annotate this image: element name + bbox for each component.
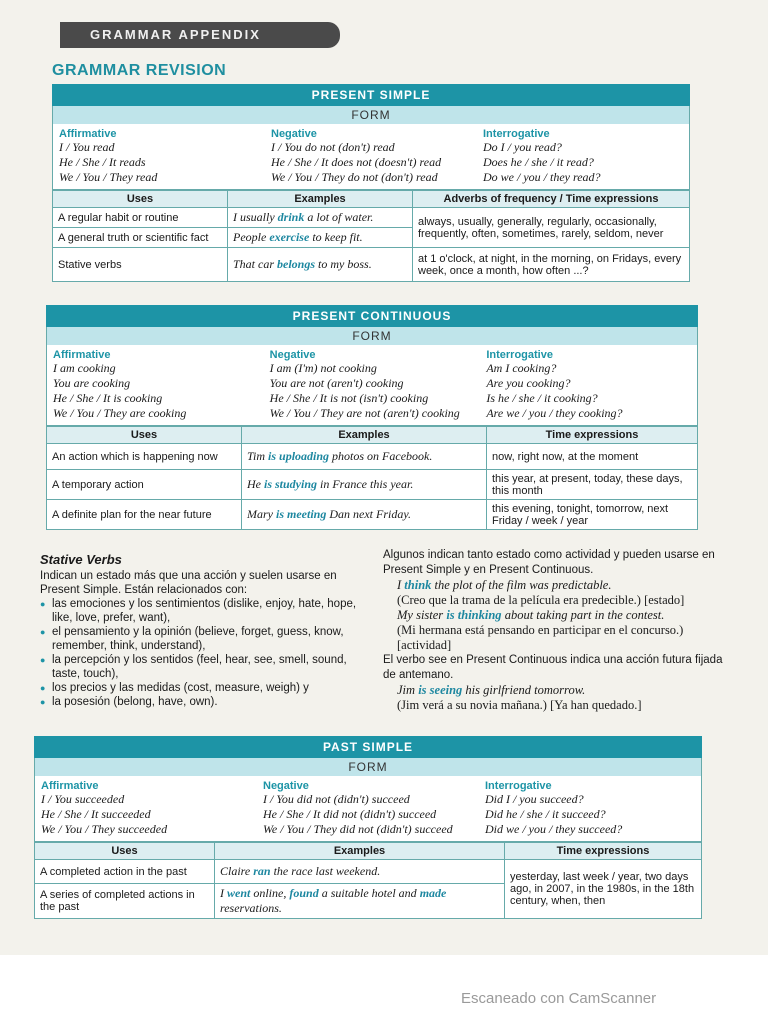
ex-text: in France this year. [317, 477, 414, 491]
adverbs-cell: always, usually, generally, regularly, occasionally, frequently, often, sometimes, rarely, seldom, never [413, 208, 690, 248]
form-label: FORM [52, 106, 690, 124]
ex-text: online, [250, 886, 290, 900]
note-example [383, 578, 723, 593]
ex-verb: drink [277, 210, 305, 224]
form-line: I / You succeeded [41, 792, 125, 806]
form-line: Did we / you / they succeed? [485, 822, 623, 836]
ex-text: That car [233, 257, 278, 271]
negative-label: Negative [271, 128, 317, 140]
forms-row [52, 124, 690, 190]
form-line: Does he / she / it read? [483, 155, 594, 169]
ex-text: reservations. [220, 901, 282, 915]
form-line: Is he / she / it cooking? [486, 391, 598, 405]
negative-col [265, 124, 477, 189]
ex-verb: found [289, 886, 319, 900]
appendix-tab: GRAMMAR APPENDIX [60, 22, 340, 48]
affirmative-col [53, 124, 265, 189]
form-line: You are cooking [53, 376, 131, 390]
uses-header: Uses [47, 427, 242, 444]
ex-verb: is seeing [418, 683, 463, 697]
time-cell: at 1 o'clock, at night, in the morning, on Fridays, every week, once a month, how often ...? [413, 248, 690, 282]
form-line: You are not (aren't) cooking [269, 376, 404, 390]
uses-table [46, 426, 698, 530]
affirmative-label: Affirmative [59, 128, 117, 140]
scanner-watermark: Escaneado con CamScanner [461, 990, 657, 1007]
use-cell: A general truth or scientific fact [53, 228, 228, 248]
section-title: PRESENT CONTINUOUS [46, 305, 698, 327]
ex-text: a suitable hotel and [318, 886, 420, 900]
form-line: He / She / It does not (doesn't) read [271, 155, 442, 169]
ex-verb: went [227, 886, 251, 900]
time-header: Time expressions [505, 843, 702, 860]
interrogative-label: Interrogative [486, 349, 553, 361]
stative-title: Stative Verbs [40, 552, 122, 567]
section-title: PAST SIMPLE [34, 736, 702, 758]
time-cell: this evening, tonight, tomorrow, next Friday / week / year [487, 500, 698, 530]
form-line: Am I cooking? [486, 361, 557, 375]
note-translation: (Creo que la trama de la película era predecible.) [estado] [397, 593, 685, 607]
stative-notes [383, 548, 723, 713]
present-continuous-section [46, 305, 698, 530]
section-title: PRESENT SIMPLE [52, 84, 690, 106]
present-simple-section [52, 84, 690, 282]
form-line: He / She / It is not (isn't) cooking [269, 391, 429, 405]
form-line: We / You / They did not (didn't) succeed [263, 822, 453, 836]
form-label: FORM [34, 758, 702, 776]
affirmative-label: Affirmative [41, 780, 99, 792]
uses-header: Uses [35, 843, 215, 860]
ex-text: the race last weekend. [270, 864, 381, 878]
use-cell: A temporary action [47, 470, 242, 500]
form-line: We / You / They are cooking [53, 406, 187, 420]
notes-future: El verbo see en Present Continuous indica una acción futura fijada de antemano. [383, 654, 723, 681]
form-line: He / She / It reads [59, 155, 146, 169]
ex-text: Claire [220, 864, 254, 878]
ex-text: I usually [233, 210, 278, 224]
form-line: He / She / It succeeded [41, 807, 151, 821]
use-cell: A definite plan for the near future [47, 500, 242, 530]
ex-verb: is thinking [446, 608, 502, 622]
note-example [383, 608, 723, 623]
ex-text: to keep fit. [309, 230, 363, 244]
ex-text: My sister [397, 608, 447, 622]
ex-text: Dan next Friday. [326, 507, 411, 521]
form-line: We / You / They succeeded [41, 822, 168, 836]
ex-text: I [220, 886, 227, 900]
ex-verb: think [404, 578, 432, 592]
note-translation: (Mi hermana está pensando en participar en el concurso.) [actividad] [397, 623, 684, 652]
form-line: I / You do not (don't) read [271, 140, 395, 154]
ex-verb: is meeting [276, 507, 327, 521]
affirmative-col [35, 776, 257, 841]
affirmative-label: Affirmative [53, 349, 111, 361]
form-line: I am (I'm) not cooking [269, 361, 377, 375]
ex-text: Jim [397, 683, 419, 697]
stative-intro: Indican un estado más que una acción y suelen usarse en Present Simple. Están relacionados con: [40, 570, 337, 596]
time-cell: yesterday, last week / year, two days ago, in 2007, in the 1980s, in the 18th century, when, then [505, 860, 702, 919]
past-simple-section [34, 736, 702, 919]
interrogative-label: Interrogative [483, 128, 550, 140]
examples-header: Examples [228, 191, 413, 208]
revision-title: GRAMMAR REVISION [52, 62, 227, 79]
use-cell: A completed action in the past [35, 860, 215, 884]
ex-text: People [233, 230, 270, 244]
ex-text: about taking part in the contest. [501, 608, 665, 622]
ex-verb: ran [253, 864, 271, 878]
example-cell [242, 500, 487, 530]
note-translation: (Jim verá a su novia mañana.) [Ya han quedado.] [397, 698, 642, 712]
ex-text: He [247, 477, 264, 491]
uses-table [34, 842, 702, 919]
list-item: ● las emociones y los sentimientos (dislike, enjoy, hate, hope, like, love, prefer, want), [40, 597, 370, 625]
ex-text: the plot of the film was predictable. [431, 578, 612, 592]
form-line: Do we / you / they read? [483, 170, 601, 184]
form-line: I / You read [59, 140, 115, 154]
ex-verb: belongs [277, 257, 316, 271]
form-line: Do I / you read? [483, 140, 562, 154]
ex-text: to my boss. [315, 257, 372, 271]
form-line: We / You / They do not (don't) read [271, 170, 438, 184]
list-item: ● los precios y las medidas (cost, measure, weigh) y [40, 681, 370, 695]
ex-verb: made [419, 886, 447, 900]
uses-table [52, 190, 690, 282]
interrogative-col [479, 776, 701, 841]
stative-list [40, 597, 370, 709]
note-example [383, 683, 723, 698]
example-cell [242, 444, 487, 470]
form-label: FORM [46, 327, 698, 345]
example-cell [215, 884, 505, 919]
ex-text: I [397, 578, 405, 592]
example-cell [242, 470, 487, 500]
form-line: Are you cooking? [486, 376, 571, 390]
negative-label: Negative [269, 349, 316, 361]
list-item: ● el pensamiento y la opinión (believe, forget, guess, know, remember, think, understand), [40, 625, 370, 653]
ex-text: photos on Facebook. [329, 449, 433, 463]
negative-label: Negative [263, 780, 309, 792]
form-line: I am cooking [53, 361, 116, 375]
form-line: He / She / It did not (didn't) succeed [263, 807, 437, 821]
example-cell [228, 248, 413, 282]
use-cell: An action which is happening now [47, 444, 242, 470]
time-cell: this year, at present, today, these days, this month [487, 470, 698, 500]
ex-text: Mary [247, 507, 276, 521]
form-line: Did he / she / it succeed? [485, 807, 606, 821]
affirmative-col [47, 345, 264, 425]
time-cell: now, right now, at the moment [487, 444, 698, 470]
negative-col [257, 776, 479, 841]
notes-intro: Algunos indican tanto estado como actividad y pueden usarse en Present Simple y en Present Continuous. [383, 549, 715, 576]
examples-header: Examples [215, 843, 505, 860]
interrogative-label: Interrogative [485, 780, 552, 792]
form-line: Are we / you / they cooking? [486, 406, 623, 420]
example-cell [215, 860, 505, 884]
ex-verb: is uploading [268, 449, 330, 463]
negative-col [264, 345, 481, 425]
ex-text: his girlfriend tomorrow. [462, 683, 586, 697]
use-cell: A regular habit or routine [53, 208, 228, 228]
ex-text: a lot of water. [304, 210, 374, 224]
list-item: ● la percepción y los sentidos (feel, hear, see, smell, sound, taste, touch), [40, 653, 370, 681]
examples-header: Examples [242, 427, 487, 444]
adverbs-header: Adverbs of frequency / Time expressions [413, 191, 690, 208]
forms-row [46, 345, 698, 426]
use-cell: A series of completed actions in the past [35, 884, 215, 919]
example-cell [228, 208, 413, 228]
forms-row [34, 776, 702, 842]
ex-text: Tim [247, 449, 269, 463]
list-item: ● la posesión (belong, have, own). [40, 695, 370, 709]
form-line: He / She / It is cooking [53, 391, 163, 405]
example-cell [228, 228, 413, 248]
ex-verb: is studying [264, 477, 318, 491]
stative-verbs [40, 553, 370, 709]
use-cell: Stative verbs [53, 248, 228, 282]
form-line: We / You / They read [59, 170, 158, 184]
interrogative-col [477, 124, 689, 189]
ex-verb: exercise [269, 230, 310, 244]
form-line: Did I / you succeed? [485, 792, 584, 806]
interrogative-col [480, 345, 697, 425]
time-header: Time expressions [487, 427, 698, 444]
form-line: We / You / They are not (aren't) cooking [269, 406, 460, 420]
uses-header: Uses [53, 191, 228, 208]
form-line: I / You did not (didn't) succeed [263, 792, 410, 806]
